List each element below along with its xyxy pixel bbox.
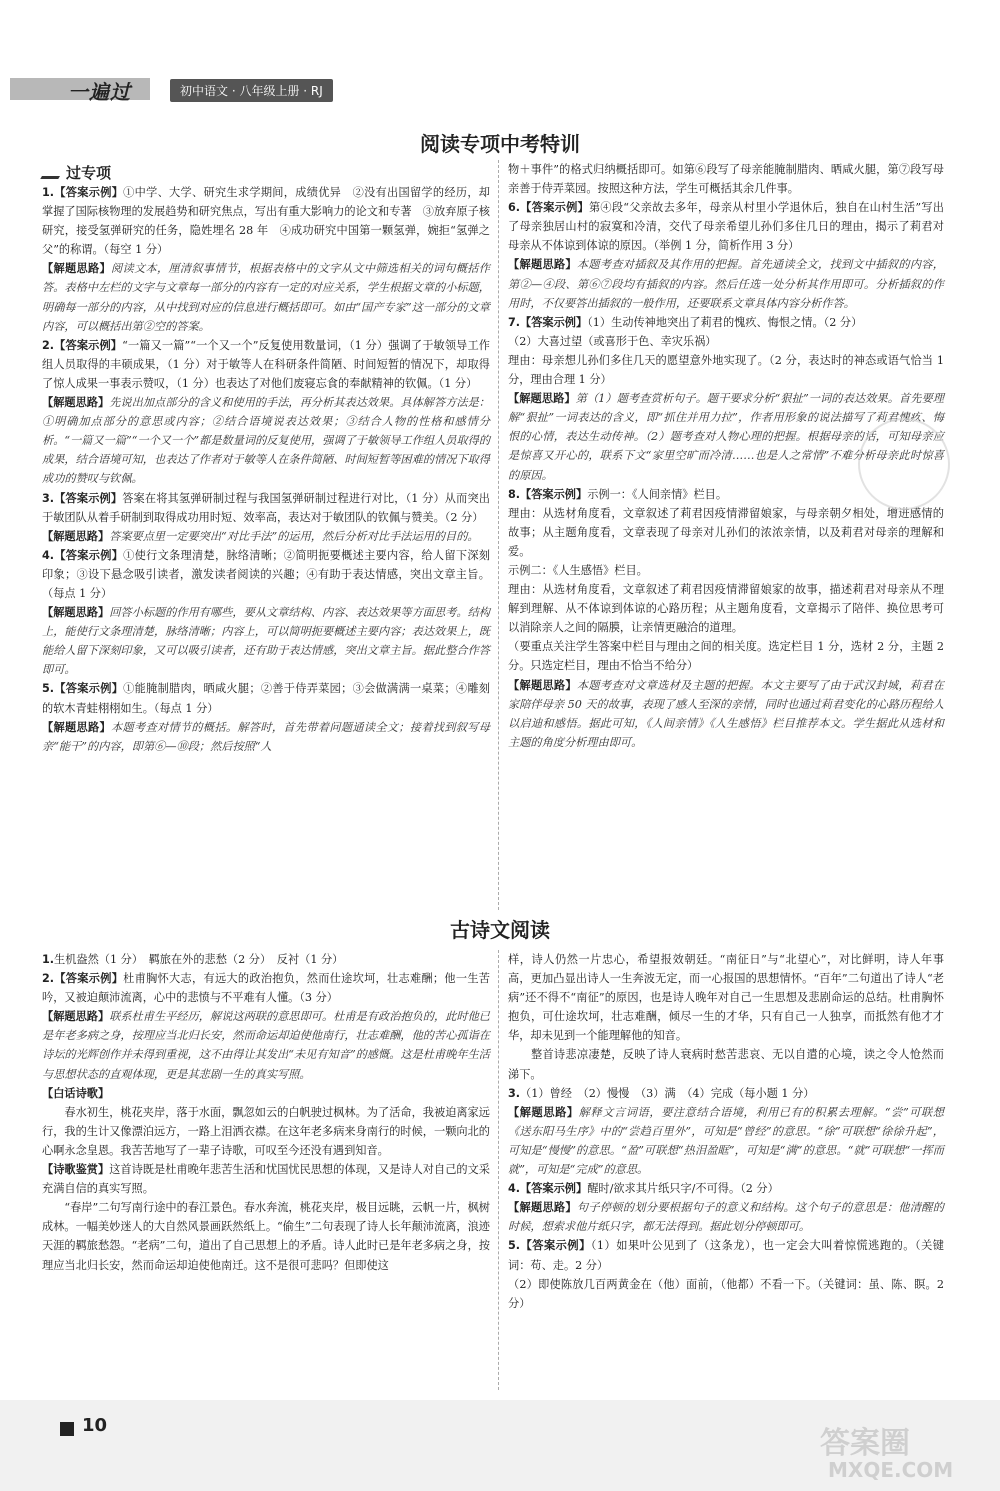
answer-tag: 【解题思路】 bbox=[42, 396, 110, 410]
answer-paragraph bbox=[42, 183, 490, 259]
answer-paragraph bbox=[508, 1045, 944, 1083]
answer-paragraph bbox=[42, 259, 490, 335]
answer-tag: 【答案示例】 bbox=[54, 338, 123, 352]
header-bar bbox=[10, 76, 990, 102]
answer-paragraph bbox=[508, 1084, 944, 1103]
answer-column-right-2 bbox=[508, 950, 944, 1313]
answer-text: 理由：从选材角度看，文章叙述了莉君因疫情滞留娘家的故事，描述莉君对母亲从不理解到理解、从不体谅到体谅的心路历程；从主题角度看，文章揭示了陪伴、换位思考可以消除亲人之间的隔膜，让亲情更融洽的道理。 bbox=[508, 583, 944, 635]
answer-tag: 【白话诗歌】 bbox=[42, 1086, 110, 1100]
question-number: 8. bbox=[508, 487, 521, 501]
answer-text: （2）即使陈放几百两黄金在（他）面前，（他都）不看一下。（关键词：虽、陈、瞑。2 分） bbox=[508, 1277, 944, 1310]
answer-paragraph bbox=[508, 255, 944, 312]
answer-text: 醒时/欲求其片纸只字/不可得。（2 分） bbox=[587, 1182, 779, 1196]
question-number: 4. bbox=[508, 1182, 521, 1196]
question-number: 5. bbox=[508, 1239, 521, 1253]
answer-tag: 【解题思路】 bbox=[42, 606, 110, 620]
question-number: 6. bbox=[508, 201, 521, 215]
question-number: 2. bbox=[42, 338, 55, 352]
answer-text: （2）大喜过望（或喜形于色、幸灾乐祸） bbox=[508, 334, 717, 348]
answer-text: 回答小标题的作用有哪些，要从文章结构、内容、表达效果等方面思考。结构上，能使行文条理清楚，脉络清晰；内容上，可以简明扼要概述主要内容；表达效果上，既能给人留下深刻印象，又可以吸引读者，还有助于表达情感，突出文章主旨。据此整合作答即可。 bbox=[42, 606, 490, 677]
answer-tag: 【答案示例】 bbox=[520, 201, 589, 215]
answer-column-left-1 bbox=[42, 183, 490, 756]
answer-paragraph bbox=[508, 1198, 944, 1236]
section-label bbox=[44, 162, 111, 183]
answer-tag: 【答案示例】 bbox=[54, 186, 124, 199]
answer-tag: 【解题思路】 bbox=[508, 258, 577, 272]
answer-text: 本题考查对文章选材及主题的把握。本文主要写了由于武汉封城，莉君在家陪伴母亲 50 天的故事，表现了感人至深的亲情，同时也通过莉君变化的心路历程给人以启迪和感悟。据此可知，《人间亲情》《人生感悟》栏目推荐本文。学生据此从选材和主题的角度分析理由即可。 bbox=[508, 678, 944, 749]
answer-text: （1）生动传神地突出了莉君的愧疚、悔恨之情。（2 分） bbox=[587, 315, 863, 329]
answer-text: 样，诗人仍然一片忠心，希望报效朝廷。“南征日”与“北望心”，对比鲜明，诗人年事高，更加凸显出诗人一生奔波无定，而一心报国的思想情怀。“百年”二句道出了诗人“老病”还不得不“南征”的原因，也是诗人晚年对自己一生思想及悲剧命运的总结。杜甫胸怀抱负，可仕途坎坷，壮志难酬，倾尽一生的才华，只有自己一人独享，而抵然有他才才华，却未见到一个能理解他的知音。 bbox=[508, 953, 944, 1043]
answer-paragraph bbox=[42, 718, 490, 756]
answer-paragraph bbox=[42, 546, 490, 603]
answer-paragraph bbox=[508, 637, 944, 675]
answer-paragraph bbox=[508, 1236, 944, 1274]
answer-text: “一篇又一篇”“一个又一个”反复使用数量词，（1 分）强调了于敏领导工作组人员取得的丰硕成果，（1 分）对于敏等人在科研条件简陋、时间短暂的情况下，却取得了惊人成果一事表示赞叹，（1 分）也表达了对他们废寝忘食的奉献精神的钦佩。（1 分） bbox=[42, 338, 490, 390]
answer-paragraph bbox=[508, 580, 944, 637]
answer-tag: 【解题思路】 bbox=[508, 392, 576, 406]
answer-paragraph bbox=[42, 969, 490, 1007]
answer-text: 第④段“父亲故去多年，母亲从村里小学退休后，独自在山村生活”写出了母亲独居山村的寂寞和冷清，交代了母亲希望儿孙们多住几日的理由，揭示了莉君对母亲从不体谅到体谅的原因。（举例 1 分，简析作用 3 分） bbox=[508, 201, 944, 253]
question-number: 5. bbox=[42, 682, 55, 696]
answer-text: 春水初生，桃花夹岸，落于水面，飘忽如云的白帆驶过枫林。为了活命，我被迫离家远行，我的生计又像漂泊远方，一路上泪洒衣襟。在这年老多病来身南行的时候，一颗向北的心啊永念皇恩。我苦苦地写了一辈子诗歌，可叹至今还没有遇到知音。 bbox=[42, 1105, 490, 1157]
question-number: 1. bbox=[42, 186, 55, 199]
brand-logo: 一遍过 bbox=[68, 80, 131, 104]
answer-paragraph bbox=[42, 1198, 490, 1274]
column-divider bbox=[498, 160, 499, 910]
answer-text: 生机盎然（1 分） 羁旅在外的悲愁（2 分） 反衬（1 分） bbox=[54, 953, 344, 966]
answer-paragraph bbox=[508, 313, 944, 332]
answer-paragraph bbox=[508, 351, 944, 389]
answer-paragraph bbox=[508, 160, 944, 198]
page-number: 10 bbox=[82, 1415, 108, 1436]
answer-text: 整首诗悲凉凄楚，反映了诗人衰病时愁苦悲哀、无以自遣的心境，读之令人怆然而涕下。 bbox=[508, 1048, 944, 1081]
answer-text: 这首诗既是杜甫晚年悲苦生活和忧国忧民思想的体现，又是诗人对自己的文采充满自信的真实写照。 bbox=[42, 1163, 490, 1196]
answer-text: ①能腌制腊肉，晒咸火腿；②善于侍弄菜园；③会做满满一桌菜；④雕刻的软木青蛙栩栩如生。（每点 1 分） bbox=[42, 682, 490, 715]
question-number: 4. bbox=[42, 548, 55, 562]
answer-text: 本题考查对情节的概括。解答时，首先带着问题通读全文；接着找到叙写母亲“能干”的内容，即第⑥—⑩段；然后按照“人 bbox=[42, 720, 490, 753]
answer-text: 阅读文本，厘清叙事情节，根据表格中的文字从文中筛选相关的词句概括作答。表格中左栏的文字与文章每一部分的内容有一定的对应关系，学生根据文章的小标题，明确每一部分的内容，从中找到对应的信息进行概括即可。如由“国产专家”这一部分的文章内容，可以概括出第②空的答案。 bbox=[42, 262, 490, 333]
book-tag: 初中语文 · 八年级上册 · RJ bbox=[170, 79, 333, 102]
answer-text: 理由：从选材角度看，文章叙述了莉君因疫情滞留娘家，与母亲朝夕相处，增进感情的故事；从主题角度看，文章表现了母亲对儿孙们的浓浓亲情，以及莉君对母亲的理解和爱。 bbox=[508, 506, 944, 558]
answer-paragraph bbox=[42, 1103, 490, 1160]
section-mark-icon bbox=[40, 166, 66, 179]
answer-column-left-2 bbox=[42, 950, 490, 1275]
answer-text: 答案要点里一定要突出“对比手法”的运用，然后分析对比手法运用的目的。 bbox=[109, 529, 479, 543]
answer-text: 示例一：《人间亲情》栏目。 bbox=[587, 487, 728, 501]
answer-tag: 【答案示例】 bbox=[54, 972, 124, 986]
answer-tag: 【解题思路】 bbox=[508, 678, 577, 692]
answer-tag: 【答案示例】 bbox=[54, 682, 124, 696]
answer-paragraph bbox=[42, 393, 490, 488]
answer-paragraph bbox=[42, 1084, 490, 1103]
answer-text: （要重点关注学生答案中栏目与理由之间的相关度。选定栏目 1 分，选材 2 分，主题 2 分。只选定栏目，理由不恰当不给分） bbox=[508, 640, 944, 673]
answer-tag: 【诗歌鉴赏】 bbox=[42, 1163, 110, 1177]
answer-text: 联系杜甫生平经历，解说这两联的意思即可。杜甫是有政治抱负的，此时他已是年老多病之身，按理应当北归长安，然而命运却迫使他南行，壮志难酬，他的苦心孤诣在诗坛的光辉创作并未得到重视，这不由得让其发出“未见有知音”的感慨。这是杜甫晚年生活与思想状态的直观体现，更是其悲剧一生的真实写照。 bbox=[42, 1010, 490, 1081]
section-label-text: 过专项 bbox=[66, 164, 112, 182]
answer-tag: 【答案示例】 bbox=[520, 1239, 591, 1253]
stamp-seal bbox=[858, 418, 950, 510]
answer-text: （1）如果叶公见到了（这条龙），也一定会大叫着惊慌逃跑的。（关键词：苟、走。2 分） bbox=[508, 1239, 944, 1272]
section-title-reading: 阅读专项中考特训 bbox=[420, 132, 580, 156]
answer-text: 本题考查对插叙及其作用的把握。首先通读全文，找到文中插叙的内容，第②—④段、第⑥⑦段均有插叙的内容。然后任选一处分析其作用即可。分析插叙的作用时，不仅要答出插叙的一般作用，还要联系文章具体内容分析作答。 bbox=[508, 258, 944, 310]
answer-text: 解释文言词语，要注意结合语境，利用已有的积累去理解。“尝”可联想《送东阳马生序》中的“尝趋百里外”，可知是“曾经”的意思。“徐”可联想“徐徐升起”，可知是“慢慢”的意思。“盈”可联想“热泪盈眶”，可知是“满”的意思。“就”可联想“一挥而就”，可知是“完成”的意思。 bbox=[508, 1105, 944, 1177]
column-divider-2 bbox=[498, 950, 499, 1390]
question-number: 3. bbox=[508, 1086, 521, 1100]
answer-text: 第（1）题考查赏析句子。题干要求分析“狠扯”一词的表达效果。首先要理解“狠扯”一词表达的含义，即“抓住并用力拉”，作者用形象的说法描写了莉君愧疚、悔恨的心情，表达生动传神。（2）题考查对人物心理的把握。根据母亲的话，可知母亲应是惊喜又开心的，联系下文“家里空旷而冷清……也是人之常情”不难分析母亲此时惊喜的原因。 bbox=[508, 392, 944, 482]
answer-paragraph bbox=[42, 489, 490, 527]
answer-text: ①中学、大学、研究生求学期间，成绩优异 ②没有出国留学的经历，却掌握了国际核物理的发展趋势和研究焦点，写出有重大影响力的论文和专著 ③放弃原子核研究，接受氢弹研究的任务，隐姓埋名 28 年 ④成功研究中国第一颗氢弹，婉拒“氢弹之父”的称谓。（每空 1 分） bbox=[42, 186, 490, 257]
answer-paragraph bbox=[508, 1103, 944, 1179]
answer-tag: 【答案示例】 bbox=[54, 548, 124, 562]
answer-paragraph bbox=[508, 561, 944, 580]
answer-paragraph bbox=[42, 950, 490, 969]
answer-text: 理由：母亲想儿孙们多住几天的愿望意外地实现了。（2 分，表达时的神态或语气恰当 1 分，理由合理 1 分） bbox=[508, 353, 944, 387]
answer-paragraph bbox=[42, 603, 490, 679]
answer-paragraph bbox=[508, 676, 944, 752]
answer-tag: 【解题思路】 bbox=[42, 720, 111, 734]
answer-paragraph bbox=[508, 1275, 944, 1313]
answer-tag: 【解题思路】 bbox=[508, 1201, 577, 1215]
answer-paragraph bbox=[42, 527, 490, 546]
answer-text: 物＋事件”的格式归纳概括即可。如第⑥段写了母亲能腌制腊肉、晒咸火腿，第⑦段写母亲善于侍弄菜园。按照这种方法，学生可概括其余几件事。 bbox=[508, 163, 944, 196]
answer-tag: 【答案示例】 bbox=[54, 491, 123, 505]
answer-text: （1）曾经 （2）慢慢 （3）满 （4）完成（每小题 1 分） bbox=[520, 1086, 815, 1100]
page-marker-icon bbox=[60, 1422, 74, 1436]
answer-tag: 【答案示例】 bbox=[520, 1182, 588, 1196]
answer-text: 句子停顿的划分要根据句子的意义和结构。这个句子的意思是：他清醒的时候，想索求他片纸只字，都无法得到。据此划分停顿即可。 bbox=[508, 1201, 944, 1234]
answer-text: 杜甫胸怀大志，有远大的政治抱负，然而仕途坎坷，壮志难酬；他一生苦吟，又被迫颠沛流离，心中的悲愤与不平难有人懂。（3 分） bbox=[42, 972, 490, 1005]
answer-paragraph bbox=[42, 336, 490, 393]
answer-paragraph bbox=[508, 504, 944, 561]
question-number: 2. bbox=[42, 972, 55, 986]
answer-tag: 【解题思路】 bbox=[42, 529, 110, 543]
answer-paragraph bbox=[42, 679, 490, 717]
answer-paragraph bbox=[508, 198, 944, 255]
question-number: 7. bbox=[508, 315, 521, 329]
answer-paragraph bbox=[508, 950, 944, 1045]
answer-tag: 【解题思路】 bbox=[42, 262, 111, 276]
watermark-url: MXQE.COM bbox=[828, 1458, 954, 1482]
section-title-poetry: 古诗文阅读 bbox=[450, 918, 550, 942]
answer-text: 示例二：《人生感悟》栏目。 bbox=[508, 563, 648, 577]
answer-paragraph bbox=[508, 1179, 944, 1198]
answer-text: 答案在将其氢弹研制过程与我国氢弹研制过程进行对比，（1 分）从而突出于敏团队从着手研制到取得成功用时短、效率高，表达对于敏团队的钦佩与赞美。（2 分） bbox=[42, 491, 490, 524]
answer-text: 先说出加点部分的含义和使用的手法，再分析其表达效果。具体解答方法是：①明确加点部分的意思或内容；②结合语境说表达效果；③结合人物的性格和感情分析。“一篇又一篇”“一个又一个”都是数量词的反复使用，强调了于敏领导工作组人员取得的成果，结合语境可知，也表达了作者对于敏等人在条件简陋、时间短暂等困难的情况下取得成功的赞叹与钦佩。 bbox=[42, 396, 491, 486]
answer-text: “春岸”二句写南行途中的春江景色。春水奔流，桃花夹岸，极目远眺，云帆一片，枫树成林。一幅美妙迷人的大自然风景画跃然纸上。“偷生”二句表现了诗人长年颠沛流离，浪迹天涯的羁旅愁怨。“老病”二句，道出了自己思想上的矛盾。诗人此时已是年老多病之身，按理应当北归长安，然而命运却迫使他南迁。这不是很可悲吗？但即使这 bbox=[42, 1201, 490, 1272]
answer-paragraph bbox=[42, 1160, 490, 1198]
answer-paragraph bbox=[508, 332, 944, 351]
answer-tag: 【答案示例】 bbox=[520, 315, 588, 329]
answer-tag: 【解题思路】 bbox=[42, 1010, 110, 1024]
question-number: 3. bbox=[42, 491, 55, 505]
answer-paragraph bbox=[42, 1007, 490, 1083]
answer-text: ①使行文条理清楚，脉络清晰；②简明扼要概述主要内容，给人留下深刻印象；③设下悬念吸引读者，激发读者阅读的兴趣；④有助于表达情感，突出文章主旨。（每点 1 分） bbox=[42, 548, 490, 600]
answer-tag: 【答案示例】 bbox=[520, 487, 588, 501]
watermark-logo: 答案圈 bbox=[820, 1426, 910, 1461]
answer-tag: 【解题思路】 bbox=[508, 1105, 579, 1119]
question-number: 1. bbox=[42, 953, 55, 966]
